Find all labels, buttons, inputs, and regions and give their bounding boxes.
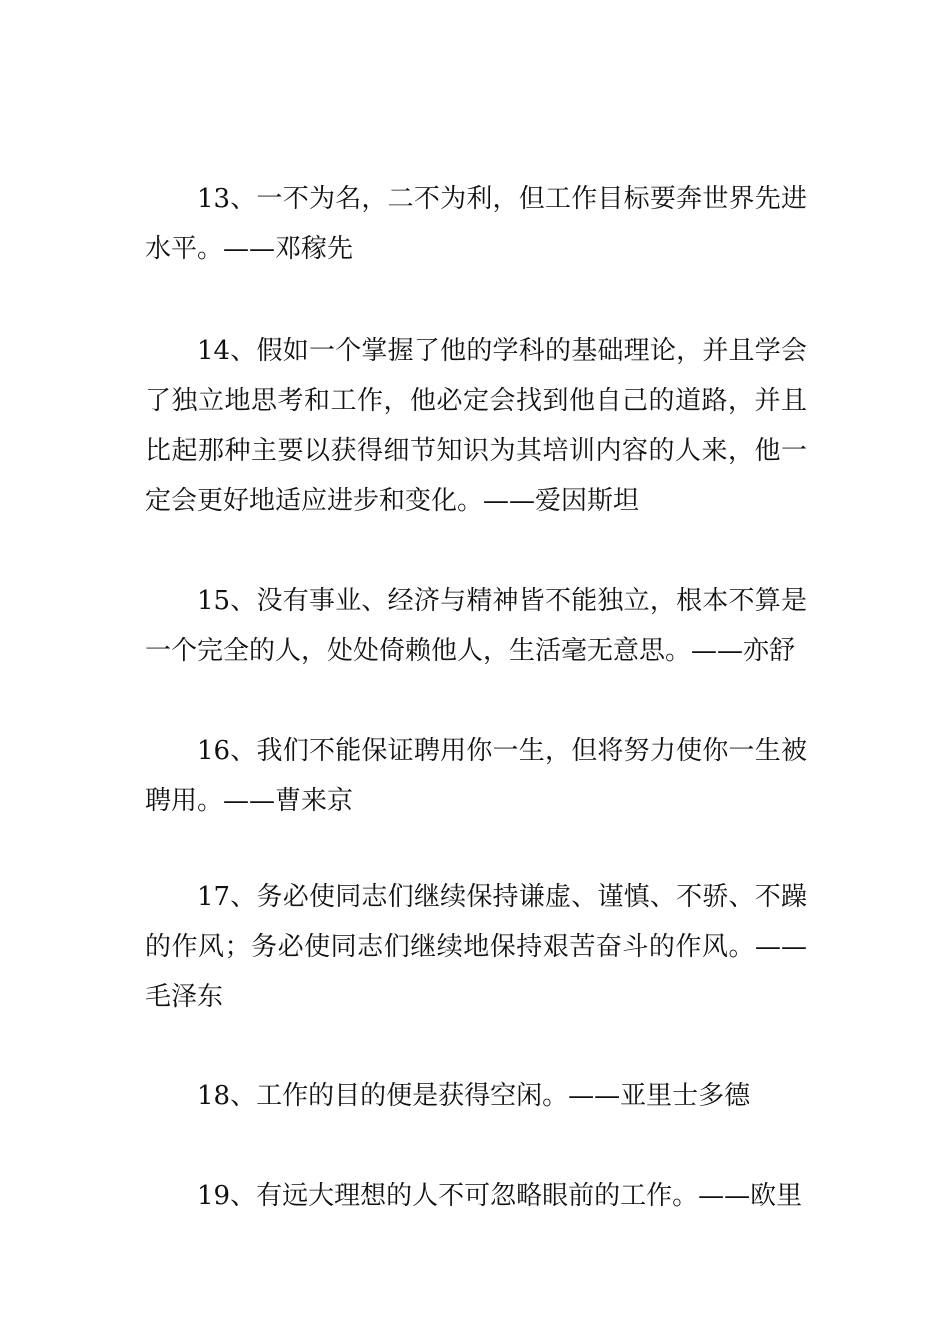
- quote-17: 17、务必使同志们继续保持谦虚、谨慎、不骄、不躁的作风；务必使同志们继续地保持艰苦奋斗的作风。——毛泽东: [145, 882, 807, 1012]
- quote-16: 16、我们不能保证聘用你一生，但将努力使你一生被聘用。——曹来京: [145, 736, 807, 816]
- quote-18: 18、工作的目的便是获得空闲。——亚里士多德: [197, 1081, 751, 1111]
- quote-14: 14、假如一个掌握了他的学科的基础理论，并且学会了独立地思考和工作，他必定会找到他自己的道路，并且比起那种主要以获得细节知识为其培训内容的人来，他一定会更好地适应进步和变化。——爱因斯坦: [145, 336, 807, 516]
- quote-13: 13、一不为名，二不为利，但工作目标要奔世界先进水平。——邓稼先: [145, 184, 807, 264]
- quote-15: 15、没有事业、经济与精神皆不能独立，根本不算是一个完全的人，处处倚赖他人，生活毫无意思。——亦舒: [145, 586, 807, 666]
- quote-19: 19、有远大理想的人不可忽略眼前的工作。——欧里: [197, 1181, 803, 1211]
